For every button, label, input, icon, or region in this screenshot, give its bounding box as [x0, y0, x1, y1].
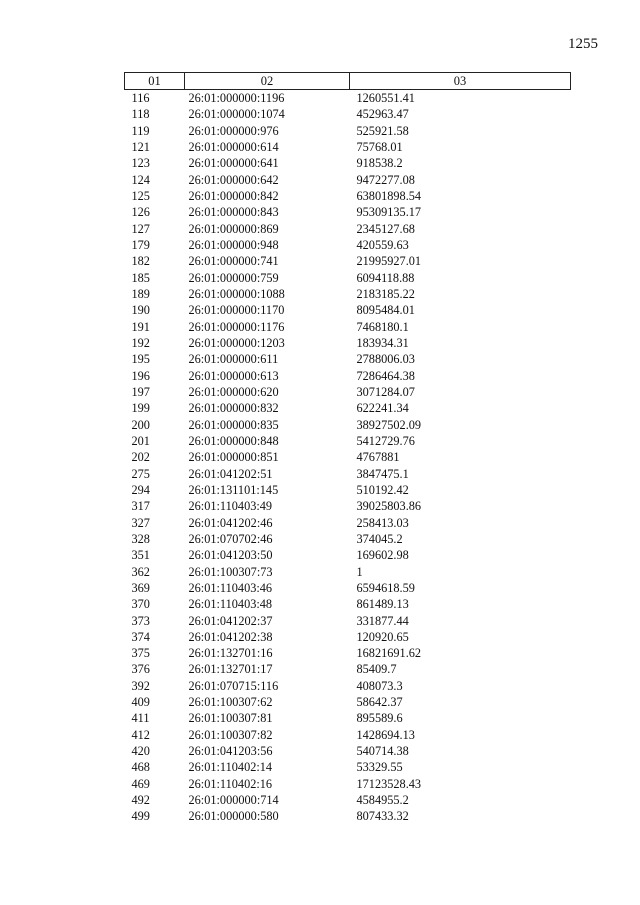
cell-value: 861489.13	[356, 597, 409, 612]
cell-value: 7468180.1	[356, 319, 409, 334]
cell-id: 191	[131, 319, 150, 334]
table-row	[125, 710, 571, 726]
cell-code: 26:01:000000:1170	[188, 303, 285, 318]
cell-id: 317	[131, 499, 150, 514]
cell-code: 26:01:000000:611	[188, 352, 279, 367]
cell-code: 26:01:041203:56	[188, 744, 273, 759]
cell-value: 9472277.08	[356, 172, 415, 187]
cell-value: 16821691.62	[356, 646, 422, 661]
cell-id: 182	[131, 254, 150, 269]
cell-id: 202	[131, 450, 150, 465]
cell-code: 26:01:000000:614	[188, 139, 279, 154]
cell-value: 895589.6	[356, 711, 403, 726]
cell-code: 26:01:000000:835	[188, 417, 279, 432]
cell-code: 26:01:100307:73	[188, 564, 273, 579]
table-row	[125, 629, 571, 645]
cell-value: 95309135.17	[356, 205, 422, 220]
cell-code: 26:01:110403:46	[188, 580, 273, 595]
cell-value: 120920.65	[356, 629, 409, 644]
table-row	[125, 302, 571, 318]
table-row	[125, 123, 571, 139]
cell-value: 918538.2	[356, 156, 403, 171]
table-row	[125, 759, 571, 775]
table-row	[125, 368, 571, 384]
cell-value: 3847475.1	[356, 466, 409, 481]
column-header-01: 01	[125, 73, 185, 90]
cell-value: 85409.7	[356, 662, 397, 677]
cell-id: 190	[131, 303, 150, 318]
cell-value: 39025803.86	[356, 499, 422, 514]
cell-code: 26:01:000000:1088	[188, 286, 285, 301]
table-row	[125, 335, 571, 351]
cell-code: 26:01:070702:46	[188, 531, 273, 546]
cell-value: 452963.47	[356, 107, 409, 122]
cell-code: 26:01:100307:81	[188, 711, 273, 726]
cell-id: 123	[131, 156, 150, 171]
table-row	[125, 694, 571, 710]
cell-id: 116	[131, 91, 150, 105]
table-header	[125, 73, 571, 90]
cell-id: 392	[131, 678, 150, 693]
cell-id: 412	[131, 727, 150, 742]
cell-code: 26:01:000000:613	[188, 368, 279, 383]
cell-id: 411	[131, 711, 150, 726]
cell-value: 1428694.13	[356, 727, 415, 742]
table-row	[125, 400, 571, 416]
cell-id: 118	[131, 107, 150, 122]
cell-code: 26:01:132701:16	[188, 646, 273, 661]
cell-value: 331877.44	[356, 613, 409, 628]
cell-value: 258413.03	[356, 515, 409, 530]
cell-id: 179	[131, 237, 150, 252]
column-header-02: 02	[185, 73, 350, 90]
cell-value: 2345127.68	[356, 221, 415, 236]
cell-id: 189	[131, 286, 150, 301]
table-row	[125, 286, 571, 302]
table-row	[125, 449, 571, 465]
table-row	[125, 613, 571, 629]
column-header-03: 03	[350, 73, 571, 90]
cell-code: 26:01:041202:46	[188, 515, 273, 530]
cell-id: 125	[131, 188, 150, 203]
cell-value: 374045.2	[356, 531, 403, 546]
table-row	[125, 204, 571, 220]
cell-code: 26:01:000000:1196	[188, 91, 285, 105]
cell-id: 370	[131, 597, 150, 612]
cell-code: 26:01:000000:620	[188, 384, 279, 399]
cell-id: 195	[131, 352, 150, 367]
cell-code: 26:01:041202:51	[188, 466, 273, 481]
table-row	[125, 596, 571, 612]
table-body	[125, 90, 571, 825]
cell-code: 26:01:000000:842	[188, 188, 279, 203]
cell-value: 53329.55	[356, 760, 403, 775]
table-row	[125, 743, 571, 759]
cell-value: 1260551.41	[356, 91, 415, 105]
table-row	[125, 155, 571, 171]
cell-code: 26:01:000000:759	[188, 270, 279, 285]
cell-code: 26:01:070715:116	[188, 678, 279, 693]
cell-code: 26:01:000000:848	[188, 433, 279, 448]
cell-value: 622241.34	[356, 401, 409, 416]
table-row	[125, 661, 571, 677]
cell-code: 26:01:000000:851	[188, 450, 279, 465]
cell-id: 373	[131, 613, 150, 628]
cell-code: 26:01:000000:642	[188, 172, 279, 187]
table-row	[125, 515, 571, 531]
cell-id: 376	[131, 662, 150, 677]
cell-id: 375	[131, 646, 150, 661]
table-row	[125, 580, 571, 596]
cell-code: 26:01:100307:62	[188, 695, 273, 710]
cell-id: 328	[131, 531, 150, 546]
cell-code: 26:01:100307:82	[188, 727, 273, 742]
table-row	[125, 564, 571, 580]
cell-value: 3071284.07	[356, 384, 415, 399]
cell-code: 26:01:000000:869	[188, 221, 279, 236]
cell-id: 127	[131, 221, 150, 236]
cell-id: 420	[131, 744, 150, 759]
cell-id: 468	[131, 760, 150, 775]
table-row	[125, 792, 571, 808]
cell-code: 26:01:000000:741	[188, 254, 279, 269]
cell-value: 408073.3	[356, 678, 403, 693]
cell-value: 58642.37	[356, 695, 403, 710]
cell-code: 26:01:131101:145	[188, 482, 279, 497]
page-number: 1255	[568, 36, 598, 52]
table-row	[125, 727, 571, 743]
cell-id: 275	[131, 466, 150, 481]
cell-value: 807433.32	[356, 809, 409, 824]
table-row	[125, 90, 571, 107]
cell-value: 8095484.01	[356, 303, 415, 318]
cell-value: 525921.58	[356, 123, 409, 138]
cell-value: 17123528.43	[356, 776, 422, 791]
cell-id: 327	[131, 515, 150, 530]
table-row	[125, 547, 571, 563]
cell-value: 169602.98	[356, 548, 409, 563]
cell-code: 26:01:000000:976	[188, 123, 279, 138]
cell-id: 196	[131, 368, 150, 383]
cell-id: 119	[131, 123, 150, 138]
table-row	[125, 776, 571, 792]
table-row	[125, 384, 571, 400]
cell-id: 185	[131, 270, 150, 285]
cell-value: 7286464.38	[356, 368, 415, 383]
cell-code: 26:01:000000:1203	[188, 335, 285, 350]
cell-code: 26:01:110402:16	[188, 776, 273, 791]
cell-value: 38927502.09	[356, 417, 422, 432]
cell-value: 6094118.88	[356, 270, 415, 285]
table-row	[125, 498, 571, 514]
table-row	[125, 319, 571, 335]
cell-id: 121	[131, 139, 150, 154]
table-row	[125, 172, 571, 188]
table-row	[125, 221, 571, 237]
cell-id: 469	[131, 776, 150, 791]
table-row	[125, 139, 571, 155]
cell-value: 510192.42	[356, 482, 409, 497]
table-row	[125, 253, 571, 269]
cell-code: 26:01:000000:843	[188, 205, 279, 220]
cell-id: 374	[131, 629, 150, 644]
table-row	[125, 188, 571, 204]
cell-id: 124	[131, 172, 150, 187]
cell-value: 21995927.01	[356, 254, 422, 269]
cell-id: 197	[131, 384, 150, 399]
data-table	[124, 72, 571, 825]
cell-value: 183934.31	[356, 335, 409, 350]
cell-code: 26:01:000000:1176	[188, 319, 285, 334]
cell-code: 26:01:000000:714	[188, 793, 279, 808]
cell-id: 362	[131, 564, 150, 579]
cell-value: 63801898.54	[356, 188, 422, 203]
cell-value: 1	[356, 564, 363, 579]
cell-id: 200	[131, 417, 150, 432]
cell-id: 199	[131, 401, 150, 416]
cell-code: 26:01:000000:641	[188, 156, 279, 171]
table-row	[125, 645, 571, 661]
table-row	[125, 482, 571, 498]
cell-code: 26:01:041202:38	[188, 629, 273, 644]
cell-code: 26:01:110402:14	[188, 760, 273, 775]
cell-code: 26:01:110403:48	[188, 597, 273, 612]
cell-value: 420559.63	[356, 237, 409, 252]
cell-id: 201	[131, 433, 150, 448]
table-row	[125, 417, 571, 433]
cell-code: 26:01:041203:50	[188, 548, 273, 563]
cell-id: 409	[131, 695, 150, 710]
table-row	[125, 531, 571, 547]
cell-id: 126	[131, 205, 150, 220]
table-row	[125, 678, 571, 694]
table-row	[125, 466, 571, 482]
table-header-row	[125, 73, 571, 90]
cell-value: 2183185.22	[356, 286, 415, 301]
cell-id: 492	[131, 793, 150, 808]
table-row	[125, 237, 571, 253]
cell-code: 26:01:041202:37	[188, 613, 273, 628]
cell-code: 26:01:132701:17	[188, 662, 273, 677]
table-row	[125, 351, 571, 367]
cell-value: 4767881	[356, 450, 400, 465]
cell-id: 499	[131, 809, 150, 824]
table-row	[125, 433, 571, 449]
table-row	[125, 808, 571, 824]
cell-id: 192	[131, 335, 150, 350]
cell-value: 6594618.59	[356, 580, 415, 595]
cell-code: 26:01:000000:832	[188, 401, 279, 416]
cell-id: 294	[131, 482, 150, 497]
cell-value: 75768.01	[356, 139, 403, 154]
cell-code: 26:01:000000:948	[188, 237, 279, 252]
cell-value: 540714.38	[356, 744, 409, 759]
table-row	[125, 270, 571, 286]
cell-code: 26:01:000000:580	[188, 809, 279, 824]
cell-id: 369	[131, 580, 150, 595]
cell-id: 351	[131, 548, 150, 563]
cell-value: 4584955.2	[356, 793, 409, 808]
cell-value: 5412729.76	[356, 433, 415, 448]
cell-code: 26:01:110403:49	[188, 499, 273, 514]
cell-value: 2788006.03	[356, 352, 415, 367]
cell-code: 26:01:000000:1074	[188, 107, 285, 122]
table-row	[125, 106, 571, 122]
